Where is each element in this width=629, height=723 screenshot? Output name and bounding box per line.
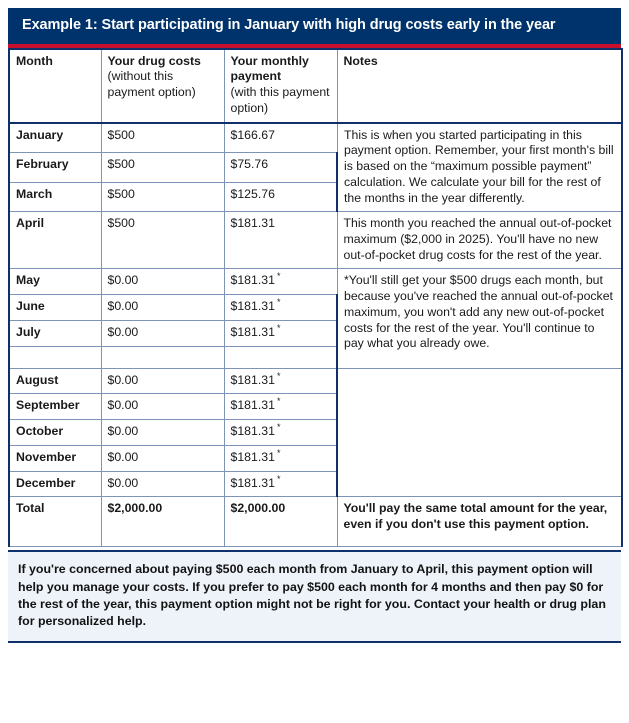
cell-month: November [9,445,101,471]
cell-month: July [9,320,101,346]
cell-monthly-payment: $75.76 [224,153,337,183]
cell-month: April [9,212,101,269]
notes-text: You'll pay the same total amount for the year, even if you don't use this payment option. [343,501,608,532]
amount-text: $181.31 [230,273,275,288]
footnote-asterisk: * [276,396,281,407]
amount-text: $181.31 [230,449,275,464]
cell-drug-costs-empty [101,346,224,368]
banner [8,8,621,48]
notes-text: *You'll still get your $500 drugs each month, but because you've reached the annual out-of-pocket maximum, you won't add any new out-of-pocket costs for the rest of the year. You'll continue to pay what you already owe. [344,273,613,351]
table-row-total [9,497,622,547]
table-row [9,123,622,153]
cell-drug-costs: $500 [101,182,224,212]
cell-drug-costs: $0.00 [101,445,224,471]
cell-drug-costs: $0.00 [101,394,224,420]
footnote-asterisk: * [276,271,281,282]
cell-monthly-payment [224,368,337,394]
cell-drug-costs: $500 [101,212,224,269]
amount-text: $181.31 [230,324,275,339]
cell-monthly-payment [224,420,337,446]
cell-month: June [9,295,101,321]
cell-monthly-payment [224,471,337,497]
footer-text: If you're concerned about paying $500 each month from January to April, this payment option will help you manage your costs. If you prefer to pay $500 each month for 4 months and then pay $0 for the rest of the year, this payment option might not be right for you. Contact your health or drug plan for personalized help. [18,562,606,629]
amount-text: $181.31 [230,372,275,387]
cell-month: March [9,182,101,212]
column-header-notes: Notes [337,49,622,123]
cell-month: December [9,471,101,497]
cell-drug-costs: $0.00 [101,269,224,295]
cell-monthly-payment-total: $2,000.00 [224,497,337,547]
cell-month: October [9,420,101,446]
cell-drug-costs: $0.00 [101,295,224,321]
banner-title: Example 1: Start participating in January with high drug costs early in the year [22,17,556,33]
cell-monthly-payment [224,320,337,346]
table-row [9,269,622,295]
cell-month: January [9,123,101,153]
amount-text: $181.31 [230,424,275,439]
notes-text: This month you reached the annual out-of-pocket maximum ($2,000 in 2025). You'll have no new out-of-pocket drug costs for the rest of the year. [343,216,612,262]
footnote-asterisk: * [276,322,281,333]
payment-schedule-table [8,48,623,548]
cell-drug-costs: $0.00 [101,420,224,446]
cell-monthly-payment [224,295,337,321]
table-row [9,212,622,269]
cell-notes-total [337,497,622,547]
column-header-monthly-payment-main: Your monthly payment [230,53,309,84]
cell-drug-costs: $500 [101,123,224,153]
amount-text: $181.31 [230,299,275,314]
footnote-asterisk: * [276,473,281,484]
table-row [9,368,622,394]
column-header-drug-costs [101,49,224,123]
column-header-monthly-payment-sub: (with this payment option) [230,85,330,115]
footer-panel [8,550,621,642]
cell-notes [337,212,622,269]
column-header-drug-costs-main: Your drug costs [107,53,201,68]
amount-text: $181.31 [230,475,275,490]
column-header-monthly-payment [224,49,337,123]
cell-month: May [9,269,101,295]
footnote-asterisk: * [276,422,281,433]
table-body [9,123,622,547]
cell-monthly-payment [224,269,337,295]
footnote-asterisk: * [276,370,281,381]
cell-drug-costs: $0.00 [101,471,224,497]
cell-month: September [9,394,101,420]
column-header-month: Month [9,49,101,123]
cell-monthly-payment [224,445,337,471]
footnote-asterisk: * [276,447,281,458]
footnote-asterisk: * [276,297,281,308]
cell-monthly-payment: $125.76 [224,182,337,212]
cell-month: August [9,368,101,394]
cell-notes [337,123,622,212]
cell-monthly-payment [224,394,337,420]
cell-drug-costs: $0.00 [101,320,224,346]
notes-text: This is when you started participating in this payment option. Remember, your first month's bill is based on the “maximum possible payment” calculation. We calculate your bill for the rest of the months in the year differently. [344,127,614,205]
column-header-drug-costs-sub: (without this payment option) [107,69,196,100]
cell-drug-costs: $500 [101,153,224,183]
cell-month-empty [9,346,101,368]
cell-notes [337,269,622,368]
cell-monthly-payment: $166.67 [224,123,337,153]
cell-month-total: Total [9,497,101,547]
amount-text: $181.31 [230,398,275,413]
cell-drug-costs-total: $2,000.00 [101,497,224,547]
cell-month: February [9,153,101,183]
cell-monthly-payment: $181.31 [224,212,337,269]
cell-monthly-payment-empty [224,346,337,368]
table-header-row [9,49,622,123]
cell-notes-empty [337,368,622,497]
cell-drug-costs: $0.00 [101,368,224,394]
